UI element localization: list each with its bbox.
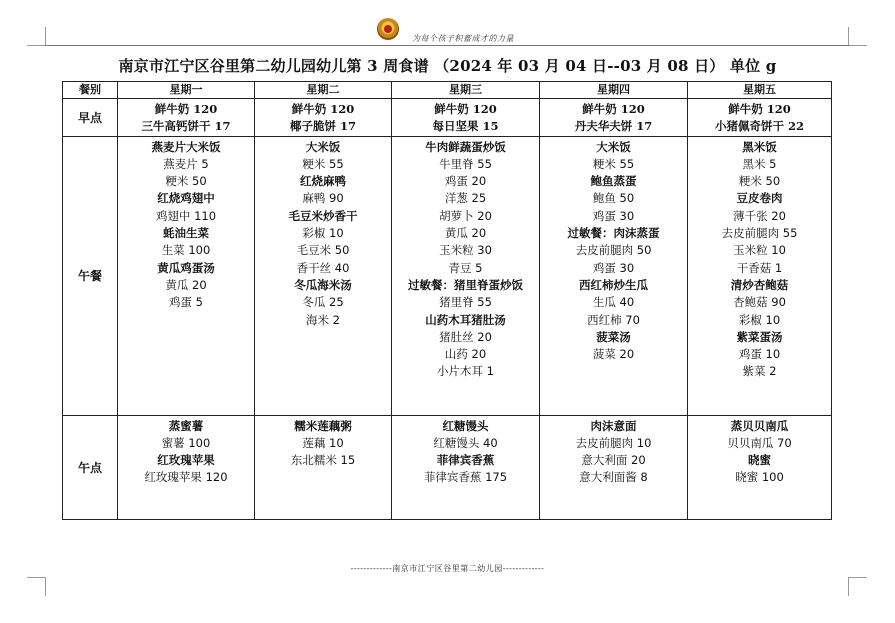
dish-name: 菲律宾香蕉 [436, 453, 495, 468]
ingredient-line: 杏鲍菇 90 [733, 295, 786, 310]
ingredient-line: 冬瓜 25 [302, 295, 344, 310]
crop-mark-bottom-right [848, 577, 867, 596]
dish-name: 红玫瑰苹果 [157, 453, 215, 468]
dish-name: 大米饭 [305, 139, 341, 154]
dish-name: 牛肉鲜蔬蛋炒饭 [425, 139, 506, 154]
dish-name: 三牛高钙饼干 17 [141, 119, 231, 134]
ingredient-line: 莲藕 10 [302, 435, 344, 450]
ingredient-line: 晓蜜 100 [735, 470, 784, 485]
dish-name: 鲜牛奶 120 [434, 102, 497, 116]
ingredient-line: 彩椒 10 [738, 312, 781, 327]
ingredient-line: 燕麦片 5 [163, 156, 209, 171]
dish-name: 红烧麻鸭 [300, 174, 346, 189]
dish-name: 毛豆米炒香干 [288, 208, 358, 223]
ingredient-line: 意大利面酱 8 [579, 470, 648, 485]
dish-name: 大米饭 [596, 139, 631, 154]
dish-name: 燕麦片大米饭 [151, 139, 221, 154]
ingredient-line: 意大利面 20 [581, 453, 646, 468]
ingredient-line: 麻鸭 90 [302, 191, 344, 206]
ingredient-line: 生菜 100 [161, 243, 211, 258]
day-header-thu: 星期四 [540, 82, 688, 99]
dish-name: 蒸贝贝南瓜 [730, 418, 789, 433]
crop-mark-top-right [848, 27, 867, 46]
ingredient-line: 东北糯米 15 [290, 453, 356, 468]
dish-name: 蚝油生菜 [163, 226, 209, 241]
crop-mark-top-left [27, 27, 46, 46]
ingredient-line: 鲍鱼 50 [592, 191, 635, 206]
dish-name: 糯米莲藕粥 [294, 418, 352, 433]
dish-name: 每日坚果 15 [432, 119, 499, 134]
page-title: 南京市江宁区谷里第二幼儿园幼儿第 3 周食谱 （2024 年 03 月 04 日--03 月 08 日） 单位 g [118, 57, 777, 75]
meal-label: 早点 [63, 99, 118, 137]
dish-name: 蒸蜜薯 [168, 418, 204, 433]
dish-name: 红糖馒头 [442, 418, 489, 433]
ingredient-line: 去皮前腿肉 10 [575, 435, 652, 450]
dish-name: 清炒杏鲍菇 [730, 277, 789, 292]
day-header-mon: 星期一 [118, 82, 255, 99]
dish-name: 黑米饭 [742, 139, 777, 154]
dish-name: 冬瓜海米汤 [294, 277, 352, 292]
ingredient-line: 猪里脊 55 [439, 295, 492, 310]
menu-cell-mon [118, 99, 255, 137]
dish-name: 肉沫意面 [590, 418, 637, 433]
day-header-wed: 星期三 [392, 82, 540, 99]
ingredient-line: 黄瓜 20 [165, 277, 207, 292]
dish-name: 鲜牛奶 120 [582, 102, 645, 116]
dish-name: 晓蜜 [748, 453, 771, 468]
menu-cell-mon [118, 415, 255, 519]
menu-cell-fri [688, 415, 832, 519]
ingredient-line: 玉米粒 30 [439, 243, 492, 258]
ingredient-line: 粳米 50 [738, 174, 781, 189]
ingredient-line: 蜜薯 100 [161, 435, 211, 450]
ingredient-line: 红玫瑰苹果 120 [144, 470, 228, 485]
ingredient-line: 彩椒 10 [302, 226, 344, 241]
menu-cell-tue [255, 99, 392, 137]
day-header-tue: 星期二 [255, 82, 392, 99]
dish-name: 紫菜蛋汤 [736, 329, 783, 344]
dish-name: 红烧鸡翅中 [157, 191, 215, 206]
ingredient-line: 黑米 5 [742, 156, 777, 171]
ingredient-line: 胡萝卜 20 [439, 208, 492, 223]
menu-cell-tue [255, 136, 392, 415]
dish-name: 黄瓜鸡蛋汤 [157, 260, 215, 275]
ingredient-line: 猪肚丝 20 [439, 329, 492, 344]
ingredient-line: 粳米 50 [165, 174, 207, 189]
ingredient-line: 菲律宾香蕉 175 [423, 470, 508, 485]
ingredient-line: 毛豆米 50 [296, 243, 350, 258]
dish-name: 椰子脆饼 17 [289, 119, 356, 134]
menu-cell-wed [392, 415, 540, 519]
dish-name: 鲜牛奶 120 [728, 102, 791, 116]
dish-name: 小猪佩奇饼干 22 [714, 119, 804, 134]
ingredient-line: 生瓜 40 [592, 295, 635, 310]
ingredient-line: 牛里脊 55 [439, 156, 492, 171]
ingredient-line: 山药 20 [444, 347, 487, 362]
ingredient-line: 粳米 55 [592, 156, 635, 171]
ingredient-line: 洋葱 25 [444, 191, 487, 206]
school-logo-icon [377, 18, 399, 40]
menu-cell-wed [392, 136, 540, 415]
dish-name: 菠菜汤 [596, 329, 631, 344]
ingredient-line: 青豆 5 [448, 260, 483, 275]
ingredient-line: 西红柿 70 [587, 312, 640, 327]
meal-label: 午点 [63, 415, 118, 519]
ingredient-line: 香干丝 40 [296, 260, 350, 275]
menu-table [62, 81, 832, 520]
header-rule [45, 45, 850, 46]
ingredient-line: 鸡翅中 110 [155, 208, 217, 223]
ingredient-line: 干香菇 1 [736, 260, 783, 275]
menu-cell-tue [255, 415, 392, 519]
ingredient-line: 鸡蛋 30 [592, 260, 635, 275]
menu-cell-thu [540, 415, 688, 519]
menu-cell-thu [540, 99, 688, 137]
menu-cell-fri [688, 136, 832, 415]
dish-name: 过敏餐：肉沫蒸蛋 [567, 226, 660, 241]
dish-name: 西红柿炒生瓜 [579, 277, 648, 292]
ingredient-line: 黄瓜 20 [444, 226, 487, 241]
header-motto: 为每个孩子积蓄成才的力量 [412, 34, 514, 43]
dish-name: 山药木耳猪肚汤 [425, 312, 506, 327]
dish-name: 鲜牛奶 120 [154, 102, 218, 116]
meal-label: 午餐 [63, 136, 118, 415]
ingredient-line: 鸡蛋 20 [444, 174, 487, 189]
ingredient-line: 去皮前腿肉 50 [575, 243, 652, 258]
day-header-fri: 星期五 [688, 82, 832, 99]
dish-name: 鲍鱼蒸蛋 [590, 174, 637, 189]
menu-cell-thu [540, 136, 688, 415]
crop-mark-bottom-left [27, 577, 46, 596]
dish-name: 鲜牛奶 120 [291, 102, 355, 116]
meal-row [63, 136, 832, 415]
ingredient-line: 鸡蛋 10 [738, 347, 781, 362]
ingredient-line: 鸡蛋 30 [592, 208, 635, 223]
menu-cell-fri [688, 99, 832, 137]
ingredient-line: 海米 2 [306, 312, 340, 327]
ingredient-line: 薄千张 20 [733, 208, 786, 223]
ingredient-line: 贝贝南瓜 70 [727, 435, 792, 450]
dish-name: 豆皮卷肉 [736, 191, 783, 206]
table-header-row [63, 82, 832, 99]
menu-cell-wed [392, 99, 540, 137]
ingredient-line: 菠菜 20 [592, 347, 635, 362]
page-footer: -------------南京市江宁区谷里第二幼儿园------------- [350, 564, 545, 573]
ingredient-line: 紫菜 2 [742, 364, 777, 379]
dish-name: 丹夫华夫饼 17 [574, 119, 653, 134]
ingredient-line: 粳米 55 [302, 156, 344, 171]
ingredient-line: 去皮前腿肉 55 [721, 226, 798, 241]
ingredient-line: 小片木耳 1 [437, 364, 494, 379]
ingredient-line: 红糖馒头 40 [433, 435, 498, 450]
menu-cell-mon [118, 136, 255, 415]
dish-name: 过敏餐：猪里脊蛋炒饭 [408, 277, 523, 292]
ingredient-line: 鸡蛋 5 [169, 295, 203, 310]
meal-row [63, 415, 832, 519]
meal-row [63, 99, 832, 137]
ingredient-line: 玉米粒 10 [733, 243, 786, 258]
corner-header: 餐别 [63, 82, 118, 99]
